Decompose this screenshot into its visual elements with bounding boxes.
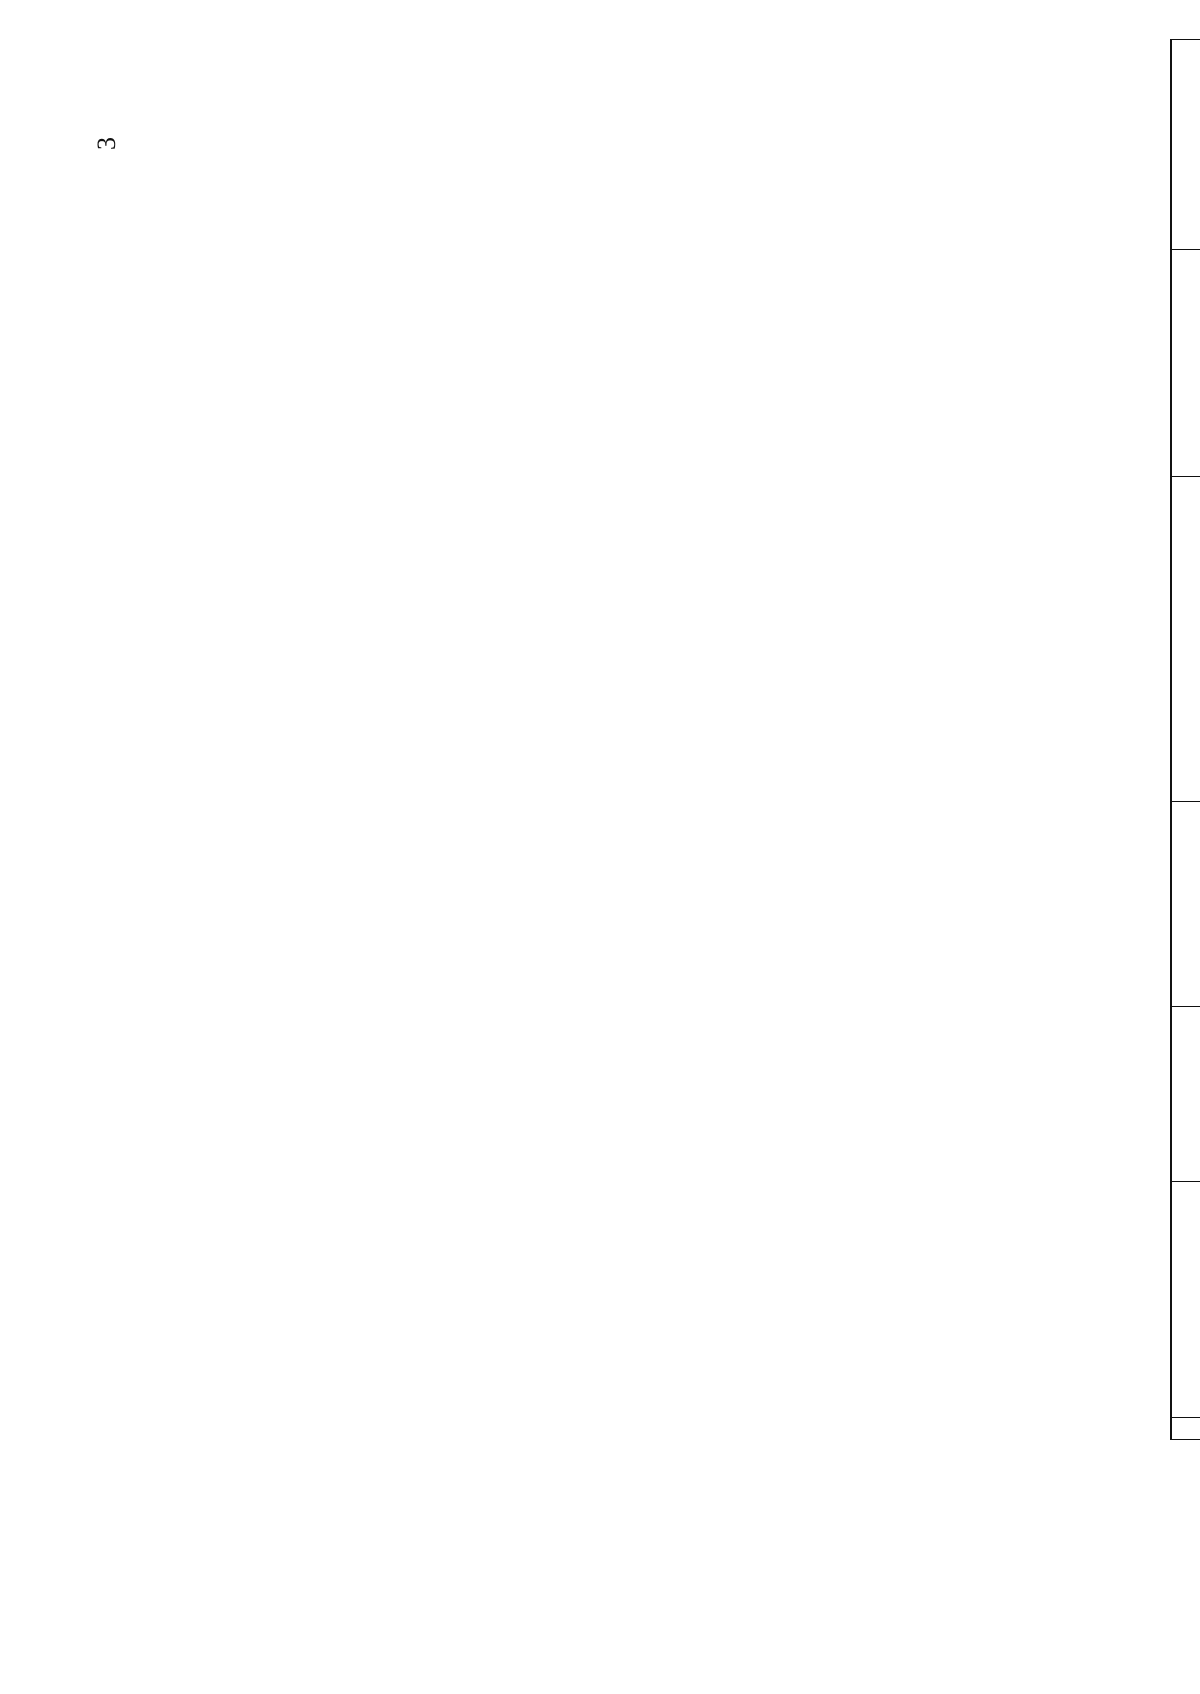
t1-header-summary: [1171, 477, 1200, 802]
t1-header-notes: [1171, 40, 1200, 250]
table-archive-retention: [1170, 39, 1200, 1440]
rotated-form: [1150, 0, 1200, 1560]
t1-header-fund: [1171, 1182, 1200, 1418]
t1-header-numbers: [1171, 802, 1200, 1007]
page-number: 3: [92, 137, 121, 150]
t1-header-term: [1171, 250, 1200, 477]
t1-header-count: [1171, 1007, 1200, 1182]
t1-header-0: [1171, 1418, 1200, 1440]
